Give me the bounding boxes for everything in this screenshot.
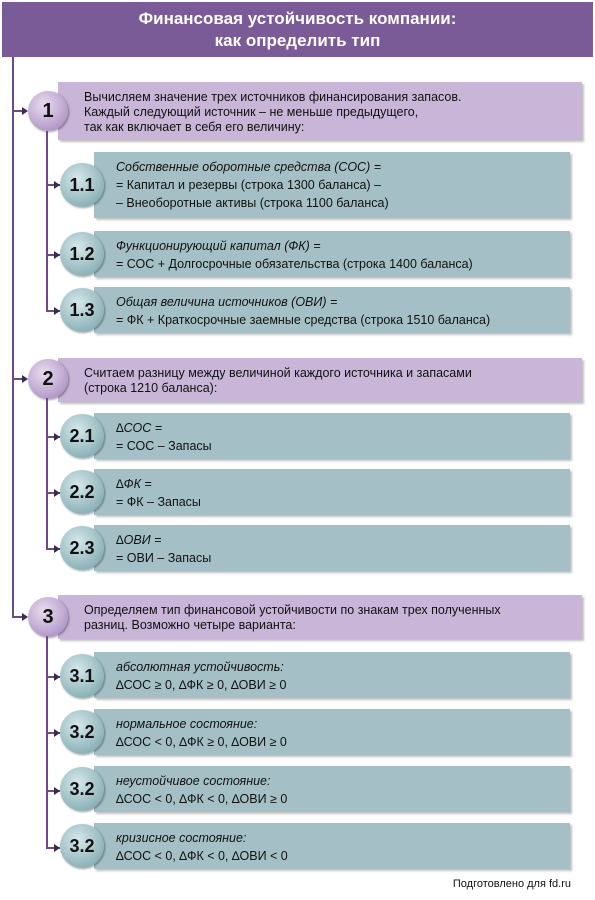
substep-2-3-box xyxy=(94,525,570,571)
step-1-line-3: так как включает в себя его величину: xyxy=(84,120,305,134)
substep-1-2-line-2: = СОС + Долгосрочные обязательства (строка 1400 баланса) xyxy=(116,257,473,271)
step-1-subconnector xyxy=(46,131,48,311)
substep-1-3-line-2: = ФК + Краткосрочные заемные средства (строка 1510 баланса) xyxy=(116,313,491,327)
step-3-subconnector xyxy=(46,636,48,848)
substep-3-1-line-2: ∆СОС ≥ 0, ∆ФК ≥ 0, ∆ОВИ ≥ 0 xyxy=(116,678,287,692)
diagram-title xyxy=(2,2,593,57)
substep-3-3-box xyxy=(94,766,570,812)
substep-3-2-line-1: нормальное состояние: xyxy=(116,717,258,731)
step-2-number: 2 xyxy=(28,359,68,399)
substep-1-2-line-1: Функционирующий капитал (ФК) = xyxy=(116,239,321,253)
substep-1-3-box xyxy=(94,287,570,333)
substep-2-2-line-1: ∆ФК = xyxy=(116,477,152,491)
step-2-line-1: Считаем разницу между величиной каждого источника и запасами xyxy=(84,366,472,380)
substep-1-2-box xyxy=(94,231,570,277)
step-1-line-2: Каждый следующий источник – не меньше предыдущего, xyxy=(84,105,419,119)
substep-3-2-number: 3.2 xyxy=(60,710,104,754)
substep-1-2-number: 1.2 xyxy=(60,232,104,276)
substep-1-1-number: 1.1 xyxy=(60,163,104,207)
substep-3-4-number: 3.2 xyxy=(60,824,104,868)
substep-2-3-number: 2.3 xyxy=(60,526,104,570)
substep-3-2-line-2: ∆СОС < 0, ∆ФК ≥ 0, ∆ОВИ ≥ 0 xyxy=(116,735,287,749)
substep-2-1-line-1: ∆СОС = xyxy=(116,421,163,435)
title-line-1: Финансовая устойчивость компании: xyxy=(138,8,457,28)
substep-3-4-box xyxy=(94,823,570,869)
substep-2-3-line-2: = ОВИ – Запасы xyxy=(116,551,212,565)
step-3-box xyxy=(58,595,582,639)
substep-3-1-line-1: абсолютная устойчивость: xyxy=(116,660,284,674)
step-1-number: 1 xyxy=(28,91,68,131)
substep-3-4-line-1: кризисное состояние: xyxy=(116,831,247,845)
step-2-subconnector xyxy=(46,398,48,548)
substep-3-2-box xyxy=(94,709,570,755)
step-2-line-2: (строка 1210 баланса): xyxy=(84,381,218,395)
step-1-line-1: Вычисляем значение трех источников финансирования запасов. xyxy=(84,90,462,104)
substep-1-3-number: 1.3 xyxy=(60,288,104,332)
main-connector xyxy=(12,57,14,617)
substep-2-1-box xyxy=(94,413,570,459)
step-3-number: 3 xyxy=(28,597,68,637)
substep-1-1-line-2: = Капитал и резервы (строка 1300 баланса) – xyxy=(116,178,381,192)
substep-2-1-number: 2.1 xyxy=(60,414,104,458)
substep-3-1-number: 3.1 xyxy=(60,654,104,698)
step-1-box xyxy=(58,82,582,140)
substep-1-1-line-3: – Внеоборотные активы (строка 1100 баланса) xyxy=(116,196,389,210)
substep-1-1-line-1: Собственные оборотные средства (СОС) = xyxy=(116,160,382,174)
step-3-line-2: разниц. Возможно четыре варианта: xyxy=(84,618,296,632)
substep-2-2-number: 2.2 xyxy=(60,470,104,514)
substep-1-3-line-1: Общая величина источников (ОВИ) = xyxy=(116,295,338,309)
substep-1-1-box xyxy=(94,152,570,218)
title-line-2: как определить тип xyxy=(214,30,381,50)
substep-3-4-line-2: ∆СОС < 0, ∆ФК < 0, ∆ОВИ < 0 xyxy=(116,849,288,863)
substep-3-3-number: 3.2 xyxy=(60,767,104,811)
substep-2-2-box xyxy=(94,469,570,515)
step-2-box xyxy=(58,358,582,402)
substep-3-1-box xyxy=(94,652,570,698)
step-3-line-1: Определяем тип финансовой устойчивости по знакам трех полученных xyxy=(84,603,501,617)
footer-credit: Подготовлено для fd.ru xyxy=(452,878,571,890)
substep-2-2-line-2: = ФК – Запасы xyxy=(116,495,201,509)
substep-2-1-line-2: = СОС – Запасы xyxy=(116,439,212,453)
substep-2-3-line-1: ∆ОВИ = xyxy=(116,533,162,547)
substep-3-3-line-1: неустойчивое состояние: xyxy=(116,774,271,788)
substep-3-3-line-2: ∆СОС < 0, ∆ФК < 0, ∆ОВИ ≥ 0 xyxy=(116,792,288,806)
